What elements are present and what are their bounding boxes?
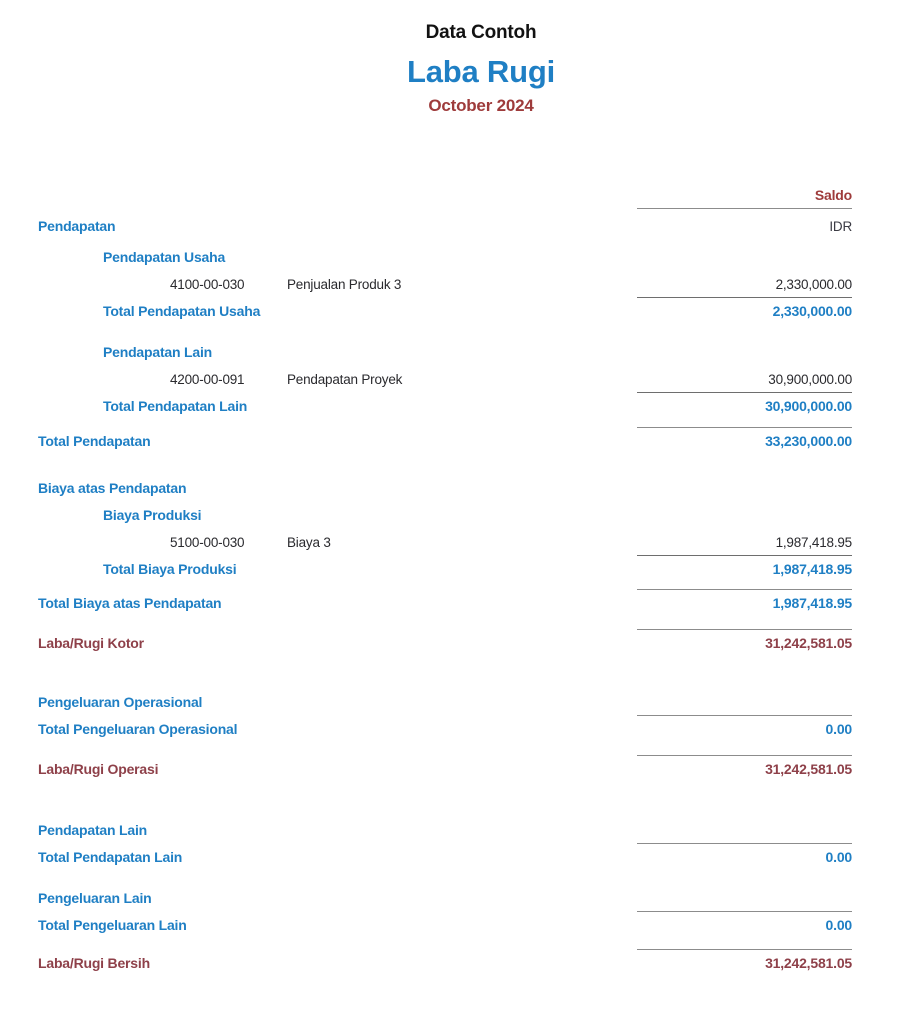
row-total-pengeluaran-lain bbox=[38, 912, 852, 939]
total-label: Total Biaya atas Pendapatan bbox=[38, 595, 222, 611]
row-pengeluaran-lain bbox=[38, 885, 852, 912]
total-value: 0.00 bbox=[825, 917, 852, 933]
total-value: 33,230,000.00 bbox=[765, 433, 852, 449]
account-number: 4200-00-091 bbox=[170, 372, 245, 387]
result-value: 31,242,581.05 bbox=[765, 635, 852, 651]
report-table bbox=[0, 182, 918, 977]
row-laba-rugi-operasi bbox=[38, 756, 852, 783]
account-cell bbox=[38, 529, 637, 556]
subsection-label: Pendapatan Usaha bbox=[103, 249, 226, 265]
account-cell bbox=[38, 271, 637, 298]
total-label: Total Pengeluaran Operasional bbox=[38, 721, 238, 737]
empty-cell bbox=[637, 244, 852, 271]
row-biaya-produksi bbox=[38, 502, 852, 529]
subtotal-value: 30,900,000.00 bbox=[765, 398, 852, 414]
account-number: 5100-00-030 bbox=[170, 535, 245, 550]
row-account-4200 bbox=[38, 366, 852, 393]
subtotal-label: Total Pendapatan Lain bbox=[103, 398, 248, 414]
saldo-column-header: Saldo bbox=[637, 182, 852, 209]
result-label: Laba/Rugi Bersih bbox=[38, 955, 150, 971]
row-account-4100 bbox=[38, 271, 852, 298]
row-total-pendapatan-usaha bbox=[38, 298, 852, 325]
subtotal-value: 2,330,000.00 bbox=[772, 303, 852, 319]
row-total-biaya-produksi bbox=[38, 556, 852, 583]
column-header-row bbox=[38, 182, 852, 209]
total-value: 1,987,418.95 bbox=[772, 595, 852, 611]
report-title: Laba Rugi bbox=[406, 54, 556, 89]
account-value: 2,330,000.00 bbox=[637, 271, 852, 298]
account-name: Biaya 3 bbox=[287, 535, 331, 550]
row-account-5100 bbox=[38, 529, 852, 556]
result-label: Laba/Rugi Kotor bbox=[38, 635, 144, 651]
empty-underlined-cell bbox=[637, 817, 852, 844]
section-label: Biaya atas Pendapatan bbox=[38, 480, 187, 496]
result-value: 31,242,581.05 bbox=[765, 955, 852, 971]
section-label: Pengeluaran Lain bbox=[38, 890, 152, 906]
section-label: Pengeluaran Operasional bbox=[38, 694, 203, 710]
empty-underlined-cell bbox=[637, 689, 852, 716]
subtotal-value: 1,987,418.95 bbox=[772, 561, 852, 577]
section-label: Pendapatan bbox=[38, 218, 116, 234]
total-label: Total Pendapatan Lain bbox=[38, 849, 183, 865]
row-total-pengeluaran-operasional bbox=[38, 716, 852, 743]
account-number: 4100-00-030 bbox=[170, 277, 245, 292]
row-total-pendapatan-lain bbox=[38, 393, 852, 420]
account-name: Penjualan Produk 3 bbox=[287, 277, 402, 292]
currency-code: IDR bbox=[829, 219, 852, 234]
row-pengeluaran-operasional bbox=[38, 689, 852, 716]
company-name: Data Contoh bbox=[425, 22, 537, 43]
report-header bbox=[0, 0, 918, 118]
row-laba-rugi-bersih bbox=[38, 950, 852, 977]
row-total-pendapatan-lain-2 bbox=[38, 844, 852, 871]
report-period: October 2024 bbox=[428, 96, 534, 115]
result-value: 31,242,581.05 bbox=[765, 761, 852, 777]
row-pendapatan-lain-2 bbox=[38, 817, 852, 844]
row-total-pendapatan bbox=[38, 428, 852, 455]
account-value: 1,987,418.95 bbox=[637, 529, 852, 556]
total-value: 0.00 bbox=[825, 849, 852, 865]
empty-cell bbox=[637, 339, 852, 366]
subtotal-label: Total Pendapatan Usaha bbox=[103, 303, 261, 319]
row-biaya-atas-pendapatan bbox=[38, 475, 852, 502]
subsection-label: Biaya Produksi bbox=[103, 507, 202, 523]
subtotal-label: Total Biaya Produksi bbox=[103, 561, 237, 577]
subsection-label: Pendapatan Lain bbox=[103, 344, 213, 360]
account-name: Pendapatan Proyek bbox=[287, 372, 403, 387]
empty-underlined-cell bbox=[637, 885, 852, 912]
row-laba-rugi-kotor bbox=[38, 630, 852, 657]
spacer-cell bbox=[38, 182, 637, 209]
total-value: 0.00 bbox=[825, 721, 852, 737]
account-cell bbox=[38, 366, 637, 393]
row-pendapatan-lain bbox=[38, 339, 852, 366]
row-total-biaya-atas-pendapatan bbox=[38, 590, 852, 617]
total-label: Total Pendapatan bbox=[38, 433, 151, 449]
account-value: 30,900,000.00 bbox=[637, 366, 852, 393]
row-pendapatan bbox=[38, 213, 852, 240]
total-label: Total Pengeluaran Lain bbox=[38, 917, 187, 933]
empty-cell bbox=[637, 475, 852, 502]
section-label: Pendapatan Lain bbox=[38, 822, 148, 838]
row-pendapatan-usaha bbox=[38, 244, 852, 271]
empty-cell bbox=[637, 502, 852, 529]
result-label: Laba/Rugi Operasi bbox=[38, 761, 159, 777]
